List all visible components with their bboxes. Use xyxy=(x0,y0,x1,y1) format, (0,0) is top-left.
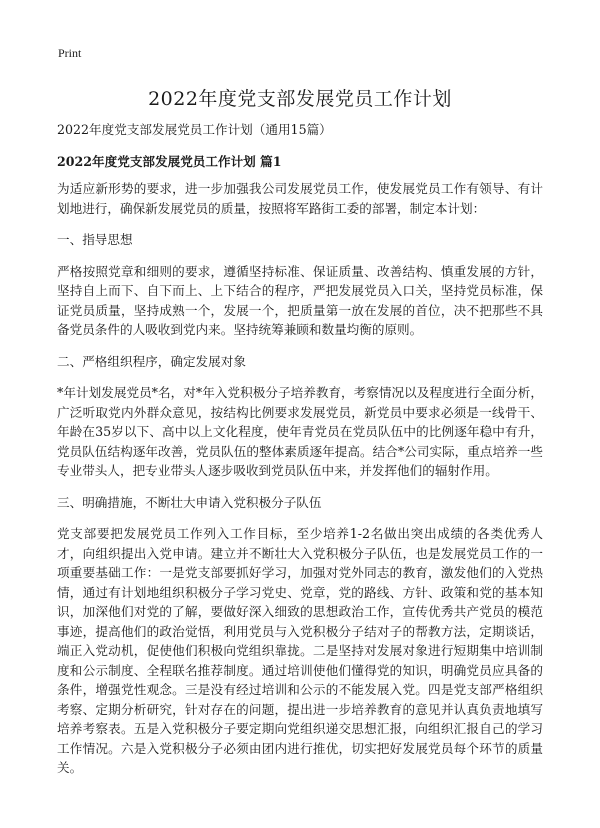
intro-paragraph: 为适应新形势的要求，进一步加强我公司发展党员工作，使发展党员工作有领导、有计划地进行，确保新发展党员的质量，按照将军路街工委的部署，制定本计划： xyxy=(57,181,543,216)
section-1-heading: 一、指导思想 xyxy=(57,232,133,247)
section-3-paragraph: 党支部要把发展党员工作列入工作目标，至少培养1-2名做出突出成绩的各类优秀人才，向组织提出入党申请。建立并不断壮大入党积极分子队伍，也是发展党员工作的一项重要基础工作：一是党支部要抓好学习，加强对党外同志的教育，激发他们的入党热情，通过有计划地组织积极分子学习党史、党章，党的路线、方针、政策和党的基本知识，加深他们对党的了解，要做好深入细致的思想政治工作，宣传优秀共产党员的模范事迹，提高他们的政治觉悟，利用党员与入党积极分子结对子的帮教方法，定期谈话，端正入党动机，促使他们积极向党组织靠拢。二是坚持对发展对象进行短期集中培训制度和公示制度、全程联名推荐制度。通过培训使他们懂得党的知识，明确党员应具备的条件，增强党性观念。三是没有经过培训和公示的不能发展入党。四是党支部严格组织考察、定期分析研究，针对存在的问题，提出进一步培养教育的意见并认真负责地填写培养考察表。五是入党积极分子要定期向党组织递交思想汇报，向组织汇报自己的学习工作情况。六是入党积极分子必须由团内进行推优，切实把好发展党员每个环节的质量关。 xyxy=(57,526,543,775)
article-heading: 2022年度党支部发展党员工作计划 篇1 xyxy=(57,153,282,169)
section-2-heading: 二、严格组织程序，确定发展对象 xyxy=(57,353,246,369)
document-body xyxy=(57,120,543,790)
page-title: 2022年度党支部发展党员工作计划 xyxy=(148,88,452,110)
section-2-paragraph: *年计划发展党员*名，对*年入党积极分子培养教育，考察情况以及程度进行全面分析，广泛听取党内外群众意见，按结构比例要求发展党员，新党员中要求必须是一线骨干、年龄在35岁以下、高中以上文化程度，使年青党员在党员队伍中的比例逐年稳中有升，党员队伍结构逐年改善，党员队伍的整体素质逐年提高。结合*公司实际，重点培养一些专业带头人，把专业带头人逐步吸收到党员队伍中来，并发挥他们的辐射作用。 xyxy=(57,385,543,478)
document-subtitle: 2022年度党支部发展党员工作计划（通用15篇） xyxy=(57,122,332,137)
print-link[interactable]: Print xyxy=(58,46,82,60)
section-3-heading: 三、明确措施，不断壮大申请入党积极分子队伍 xyxy=(57,494,322,510)
section-1-paragraph: 严格按照党章和细则的要求，遵循坚持标准、保证质量、改善结构、慎重发展的方针，坚持自上而下、自下而上、上下结合的程序，严把发展党员入口关，坚持党员标准，保证党员质量，坚持成熟一个，发展一个，把质量第一放在发展的首位，决不把那些不具备党员条件的人吸收到党内来。坚持统筹兼顾和数量均衡的原则。 xyxy=(57,263,543,337)
